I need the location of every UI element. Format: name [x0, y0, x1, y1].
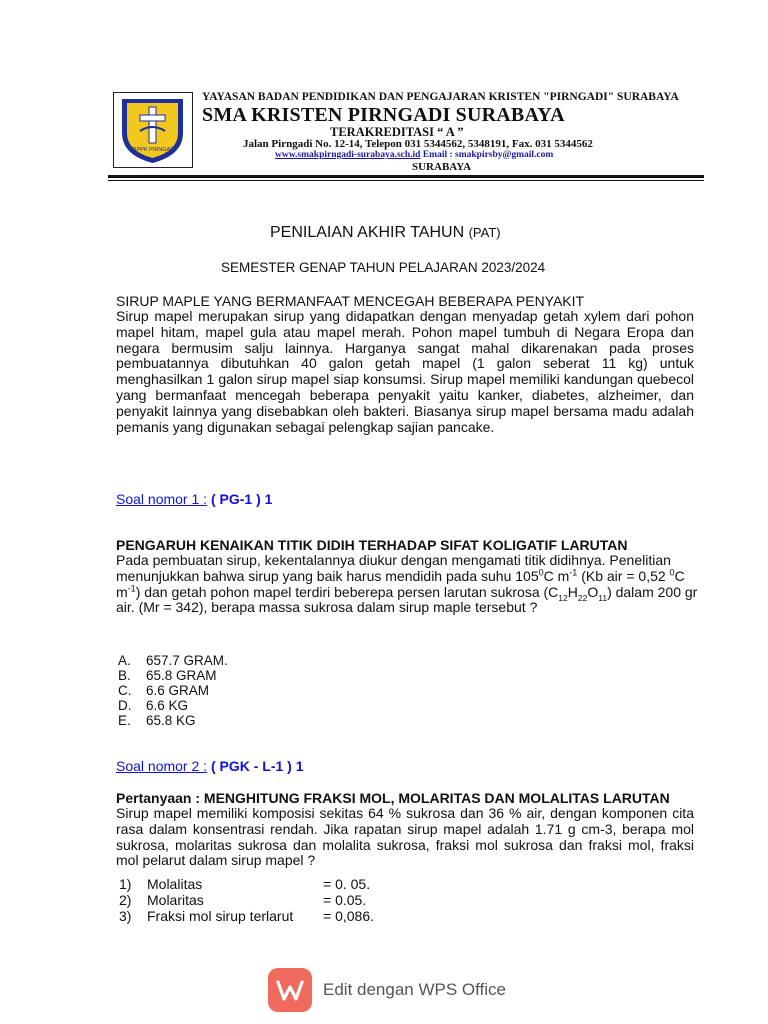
section1-paragraph: Sirup mapel merupakan sirup yang didapatkan dengan menyadap getah xylem dari pohon mapel hitam, mapel gula atau mapel merah. Pohon mapel tumbuh di Negara Eropa dan negara bermusim salju lainnya. Harganya sangat mahal dikarenakan pada proses pembuatannya dibutuhkan 40 galon getah mapel (1 galon seberat 11 kg) untuk menghasilkan 1 galon sirup mapel siap konsumsi. Sirup mapel memiliki kandungan quebecol yang bermanfaat mencegah beberapa penyakit yaitu kanker, diabetes, alzheimer, dan penyakit lainnya yang disebabkan oleh bakteri. Biasanya sirup mapel bersama madu adalah pemanis yang digunakan sebagai pelengkap sajian pancake.	[116, 308, 694, 435]
list-item: 2) Molaritas = 0.05.	[119, 891, 367, 908]
option-b[interactable]: B. 65.8 GRAM	[118, 668, 217, 683]
wps-edit-banner[interactable]	[268, 968, 518, 1012]
header-rule-thick	[108, 175, 704, 178]
soal1-options	[118, 653, 228, 728]
option-c[interactable]: C. 6.6 GRAM	[118, 683, 210, 698]
soal2-label	[116, 758, 304, 774]
list-item: 3) Fraksi mol sirup terlarut = 0,086.	[119, 907, 374, 924]
school-logo	[113, 92, 193, 168]
soal2-paragraph: Sirup mapel memiliki komposisi sekitas 64 % sukrosa dan 36 % air, dengan komponen cita rasa dalam konsentrasi rendah. Jika rapatan sirup mapel adalah 1.71 g cm-3, berapa mol sukrosa, molaritas sukrosa dan molalita sukrosa, fraksi mol sukrosa dan fraksi mol, fraksi mol pelarut dalam sirup mapel ?	[116, 805, 694, 869]
header-rule-thin	[108, 180, 704, 181]
soal1-question: Pada pembuatan sirup, kekentalannya diukur dengan mengamati titik didihnya. Penelitian menunjukkan bahwa sirup yang baik harus mendidih pada suhu $105^0C$ $m^{-1}$ (Kb air = 0,52 $^0$C $m^{-1}$) dan getah pohon mapel terdiri beberepa persen larutan sukrosa $(C_{12}H_{22}O_{11})$ dalam 200 gr air. (Mr = 342), berapa massa sukrosa dalam sirup maple tersebut ?	[116, 552, 698, 616]
soal1-label-text: Soal nomor 1 :	[116, 491, 208, 507]
school-crest-icon	[114, 93, 191, 166]
email-label: Email :	[422, 150, 453, 160]
list-item: 1) Molalitas = 0. 05.	[119, 876, 371, 892]
soal1-code: ( PG-1 ) 1	[210, 491, 273, 507]
option-d[interactable]: D. 6.6 KG	[118, 698, 189, 713]
soal1-heading: PENGARUH KENAIKAN TITIK DIDIH TERHADAP SIFAT KOLIGATIF LARUTAN	[116, 537, 628, 553]
soal1-label	[116, 491, 272, 507]
soal2-code: ( PGK - L-1 ) 1	[210, 758, 304, 774]
email-link[interactable]: smakpirsby@gmail.com	[455, 150, 554, 160]
foundation-name: YAYASAN BADAN PENDIDIKAN DAN PENGAJARAN KRISTEN "PIRNGADI" SURABAYA	[202, 91, 679, 103]
school-address: Jalan Pirngadi No. 12-14, Telepon 031 5344562, 5348191, Fax. 031 5344562	[243, 138, 593, 150]
option-a[interactable]: A. 657.7 GRAM.	[118, 653, 228, 668]
wps-edit-text[interactable]: Edit dengan WPS Office	[323, 980, 507, 999]
wps-logo-icon[interactable]	[268, 968, 312, 1012]
exam-title-suffix: (PAT)	[468, 225, 501, 240]
soal2-answers	[119, 877, 374, 924]
accreditation: TERAKREDITASI “ A ”	[330, 125, 464, 139]
school-city: SURABAYA	[412, 161, 472, 173]
soal2-label-text: Soal nomor 2 :	[116, 758, 208, 774]
semester-line: SEMESTER GENAP TAHUN PELAJARAN 2023/2024	[221, 260, 546, 275]
exam-title-main: PENILAIAN AKHIR TAHUN	[270, 224, 465, 241]
exam-title	[270, 224, 501, 242]
section1-heading: SIRUP MAPLE YANG BERMANFAAT MENCEGAH BEBERAPA PENYAKIT	[116, 293, 585, 309]
logo-text: YBPPK PIRNGADI	[129, 147, 176, 153]
contact-line	[275, 150, 553, 160]
option-e[interactable]: E. 65.8 KG	[118, 713, 196, 728]
soal2-heading: Pertanyaan : MENGHITUNG FRAKSI MOL, MOLARITAS DAN MOLALITAS LARUTAN	[116, 790, 670, 806]
school-name: SMA KRISTEN PIRNGADI SURABAYA	[202, 104, 565, 126]
website-link[interactable]: www.smakpirngadi-surabaya.sch.id	[275, 150, 421, 160]
